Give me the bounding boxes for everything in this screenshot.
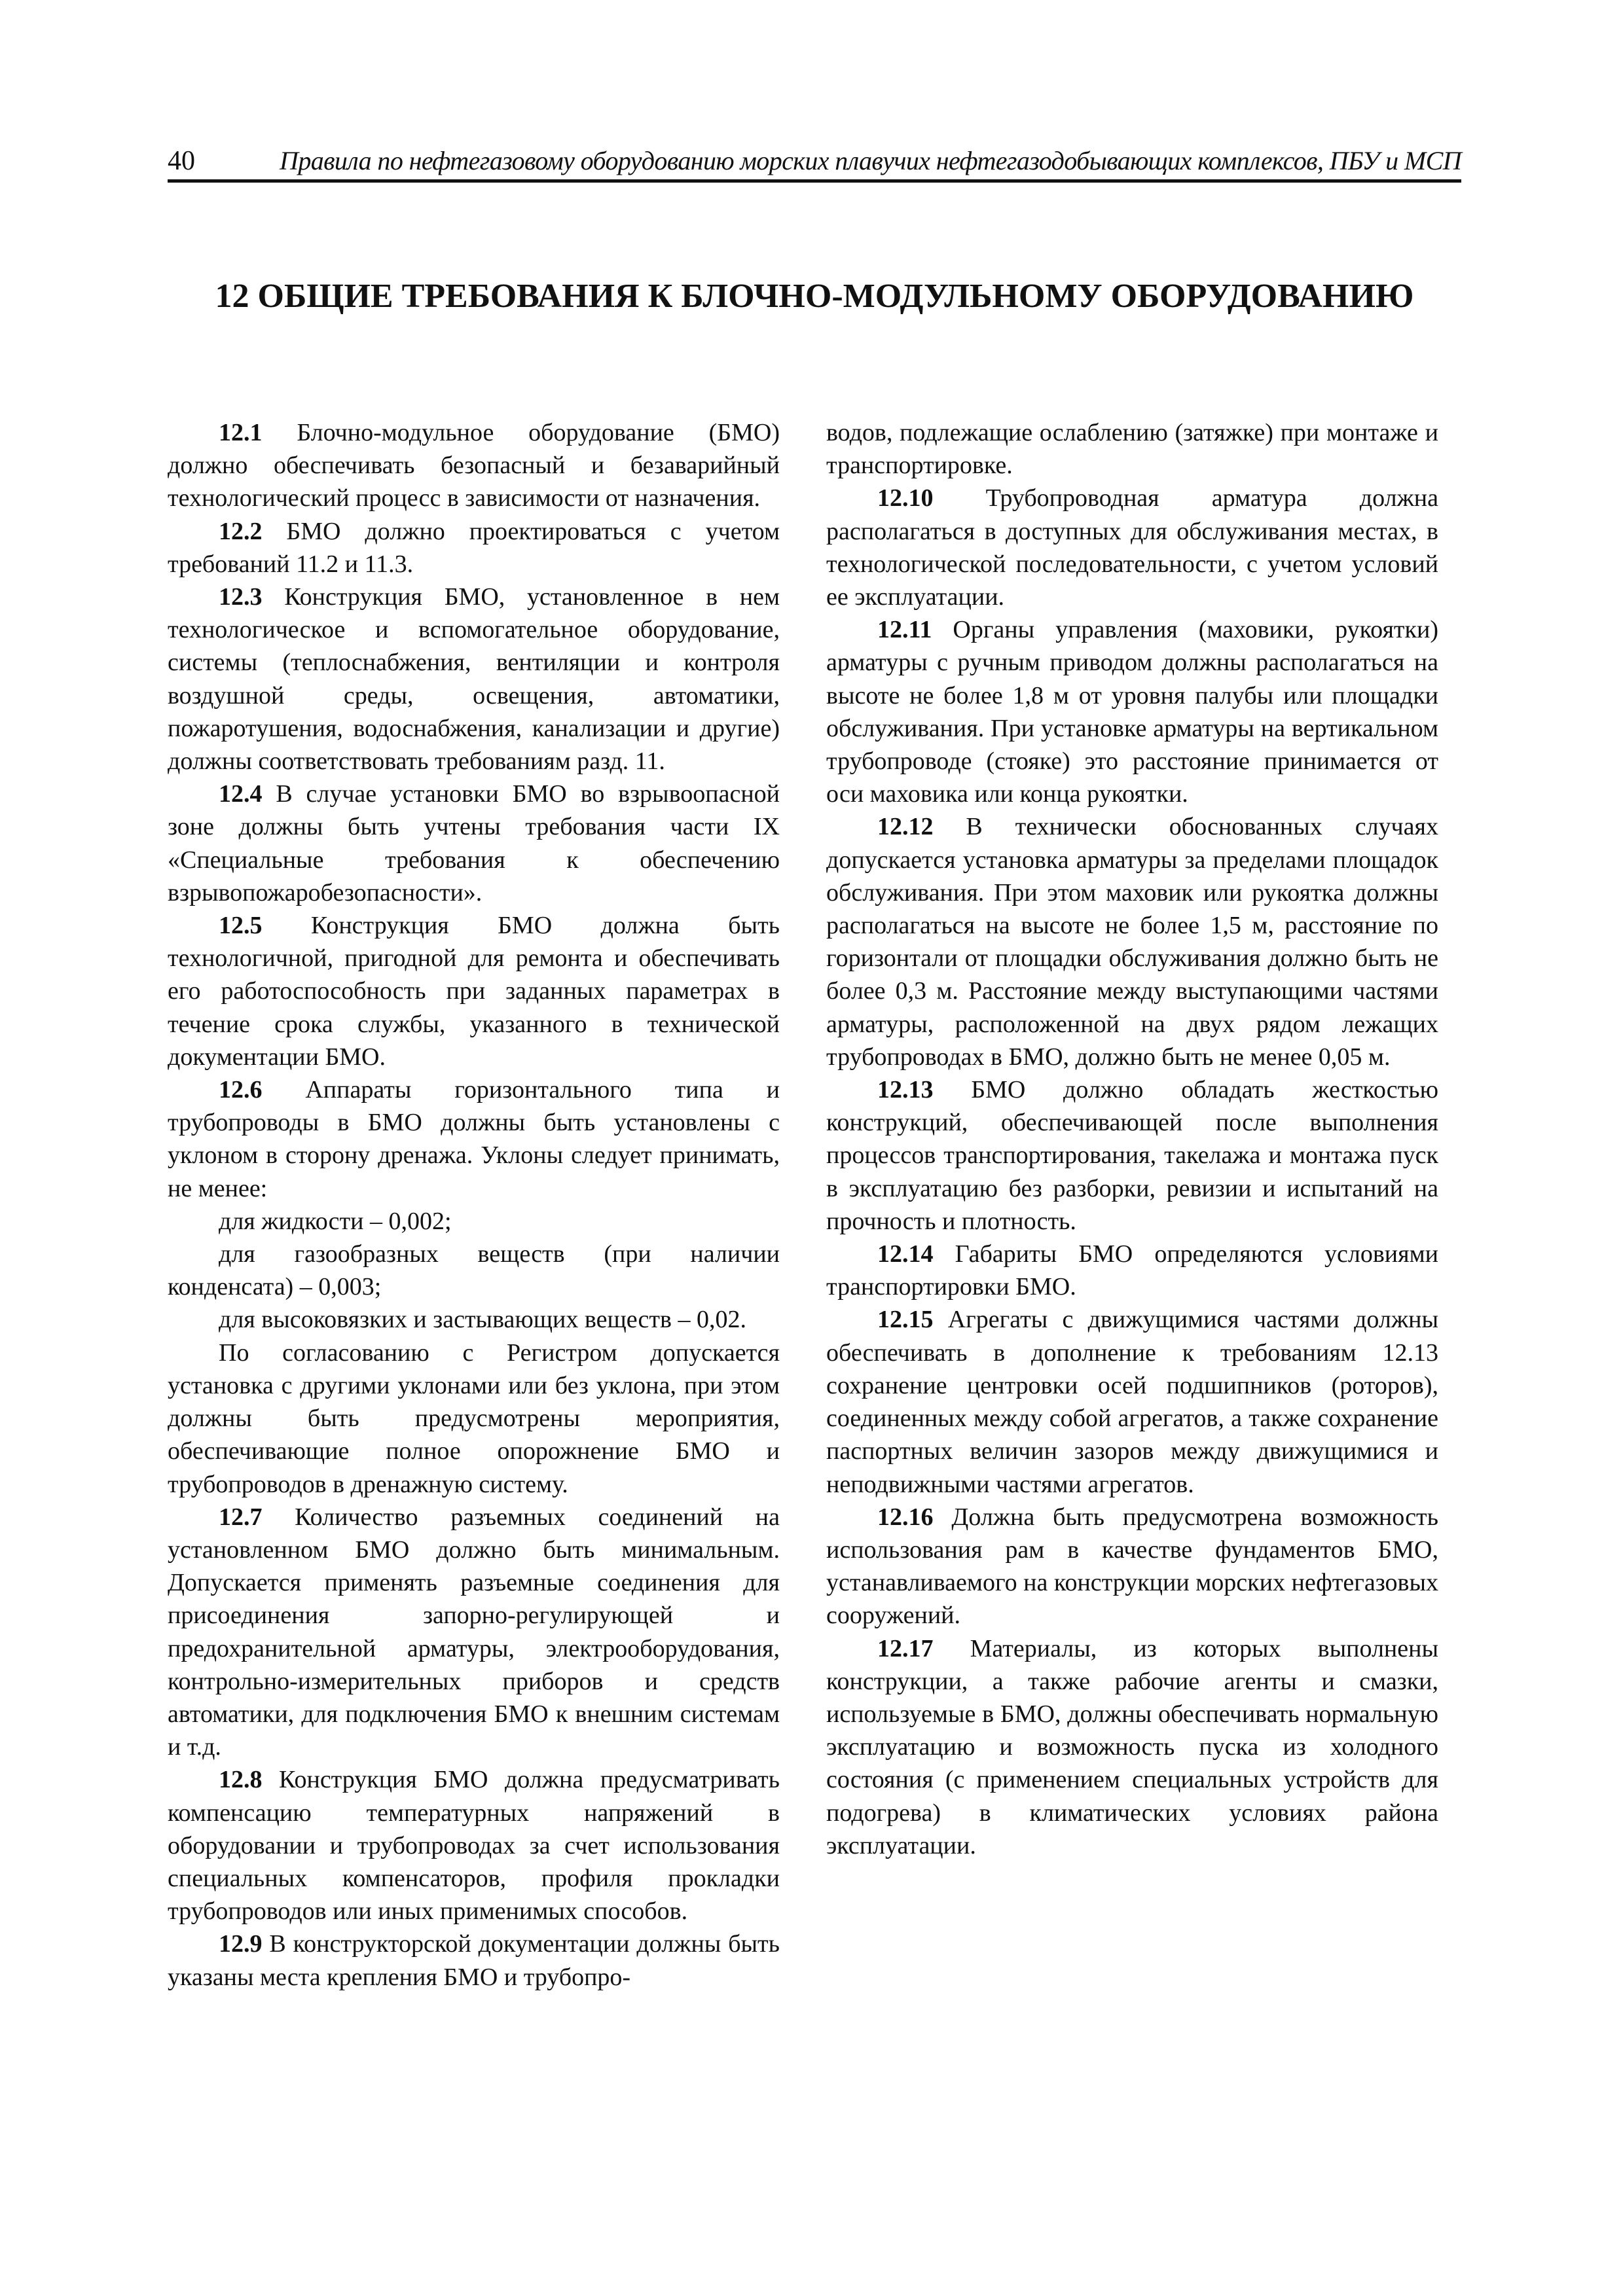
page-number: 40	[168, 146, 195, 176]
page-header	[168, 143, 1461, 183]
paragraph	[826, 1238, 1438, 1303]
paragraph-text: Конструкция БМО, установленное в нем технологическое и вспомогательное оборудование, системы (теплоснабжения, вентиляции и контроля воздушной среды, освещения, автоматики, пожаротушения, водоснабжения, канализации и другие) должны соответствовать требованиям разд. 11.	[168, 583, 780, 776]
paragraph-number: 12.14	[877, 1240, 934, 1268]
paragraph-number: 12.6	[219, 1076, 263, 1104]
running-title: Правила по нефтегазовому оборудованию морских плавучих нефтегазодобывающих комплексов, ПБУ и МСП	[280, 146, 1461, 175]
paragraph-text: для газообразных веществ (при наличии конденсата) – 0,003;	[168, 1240, 780, 1301]
left-text-column	[168, 416, 780, 1994]
paragraph-text: БМО должно обладать жесткостью конструкций, обеспечивающей после выполнения процессов транспортирования, такелажа и монтажа пуск в эксплуатацию без разборки, ревизии и испытаний на прочность и плотность.	[826, 1076, 1438, 1235]
paragraph	[826, 613, 1438, 810]
paragraph	[168, 1238, 780, 1303]
paragraph	[168, 1928, 780, 1993]
paragraph	[168, 1303, 780, 1336]
paragraph-text: Должна быть предусмотрена возможность использования рам в качестве фундаментов БМО, устанавливаемого на конструкции морских нефтегазовых сооружений.	[826, 1503, 1438, 1630]
paragraph	[826, 1303, 1438, 1500]
paragraph-text: В случае установки БМО во взрывоопасной зоне должны быть учтены требования части IX «Специальные требования к обеспечению взрывопожаробезопасности».	[168, 780, 780, 906]
paragraph-text: БМО должно проектироваться с учетом требований 11.2 и 11.3.	[168, 517, 780, 578]
paragraph-number: 12.7	[219, 1503, 263, 1531]
paragraph-number: 12.11	[877, 616, 932, 644]
paragraph	[168, 515, 780, 581]
paragraph-text: Конструкция БМО должна быть технологичной, пригодной для ремонта и обеспечивать его работоспособность при заданных параметрах в течение срока службы, указанного в технической документации БМО.	[168, 912, 780, 1071]
paragraph-text: Органы управления (маховики, рукоятки) арматуры с ручным приводом должны располагаться на высоте не более 1,8 м от уровня палубы или площадки обслуживания. При установке арматуры на вертикальном трубопроводе (стояке) это расстояние принимается от оси маховика или конца рукоятки.	[826, 616, 1438, 808]
paragraph-number: 12.13	[877, 1076, 934, 1104]
paragraph-number: 12.17	[877, 1634, 934, 1662]
paragraph-text: Аппараты горизонтального типа и трубопроводы в БМО должны быть установлены с уклоном в сторону дренажа. Уклоны следует принимать, не менее:	[168, 1076, 780, 1202]
paragraph-number: 12.10	[877, 484, 934, 512]
paragraph	[168, 416, 780, 515]
paragraph-number: 12.9	[219, 1930, 263, 1958]
paragraph	[826, 1632, 1438, 1862]
paragraph-text: водов, подлежащие ослаблению (затяжке) при монтаже и транспортировке.	[826, 419, 1438, 480]
paragraph-text: для высоковязких и застывающих веществ – 0,02.	[219, 1306, 746, 1334]
paragraph	[168, 581, 780, 778]
paragraph-number: 12.15	[877, 1306, 934, 1334]
paragraph	[168, 909, 780, 1073]
paragraph	[826, 1073, 1438, 1238]
paragraph-number: 12.16	[877, 1503, 934, 1531]
paragraph-number: 12.4	[219, 780, 263, 808]
paragraph-number: 12.5	[219, 912, 263, 940]
paragraph-text: для жидкости – 0,002;	[219, 1207, 452, 1235]
section-title: 12 ОБЩИЕ ТРЕБОВАНИЯ К БЛОЧНО-МОДУЛЬНОМУ ОБОРУДОВАНИЮ	[215, 277, 1414, 315]
paragraph-text: Количество разъемных соединений на установленном БМО должно быть минимальным. Допускается применять разъемные соединения для присоединения запорно-регулирующей и предохранительной арматуры, электрооборудования, контрольно-измерительных приборов и средств автоматики, для подключения БМО к внешним системам и т.д.	[168, 1503, 780, 1761]
paragraph	[168, 1205, 780, 1238]
paragraph-text: По согласованию с Регистром допускается установка с другими уклонами или без уклона, при этом должны быть предусмотрены мероприятия, обеспечивающие полное опорожнение БМО и трубопроводов в дренажную систему.	[168, 1338, 780, 1498]
paragraph	[826, 810, 1438, 1073]
paragraph-text: Конструкция БМО должна предусматривать компенсацию температурных напряжений в оборудовании и трубопроводах за счет использования специальных компенсаторов, профиля прокладки трубопроводов или иных применимых способов.	[168, 1766, 780, 1926]
right-text-column	[826, 416, 1438, 1862]
paragraph-text: Трубопроводная арматура должна располагаться в доступных для обслуживания местах, в технологической последовательности, с учетом условий ее эксплуатации.	[826, 484, 1438, 611]
paragraph	[826, 416, 1438, 482]
paragraph-text: Материалы, из которых выполнены конструкции, а также рабочие агенты и смазки, используемые в БМО, должны обеспечивать нормальную эксплуатацию и возможность пуска из холодного состояния (с применением специальных устройств для подогрева) в климатических условиях района эксплуатации.	[826, 1634, 1438, 1859]
paragraph-text: Блочно-модульное оборудование (БМО) должно обеспечивать безопасный и безаварийный технологический процесс в зависимости от назначения.	[168, 419, 780, 512]
paragraph	[168, 1073, 780, 1205]
paragraph-text: В конструкторской документации должны быть указаны места крепления БМО и трубопро-	[168, 1930, 780, 1991]
paragraph-text: Агрегаты с движущимися частями должны обеспечивать в дополнение к требованиям 12.13 сохранение центровки осей подшипников (роторов), соединенных между собой агрегатов, а также сохранение паспортных величин зазоров между движущимися и неподвижными частями агрегатов.	[826, 1306, 1438, 1498]
paragraph-number: 12.8	[219, 1766, 263, 1794]
paragraph	[168, 1501, 780, 1764]
paragraph	[826, 482, 1438, 613]
paragraph	[168, 1763, 780, 1928]
paragraph	[168, 1336, 780, 1501]
paragraph-number: 12.1	[219, 419, 263, 446]
paragraph-number: 12.2	[219, 517, 263, 545]
paragraph-text: В технически обоснованных случаях допускается установка арматуры за пределами площадок обслуживания. При этом маховик или рукоятка должны располагаться на высоте не более 1,5 м, расстояние по горизонтали от площадки обслуживания должно быть не более 0,3 м. Расстояние между выступающими частями арматуры, расположенной на двух рядом лежащих трубопроводах в БМО, должно быть не менее 0,05 м.	[826, 813, 1438, 1071]
paragraph	[826, 1501, 1438, 1632]
paragraph	[168, 778, 780, 909]
paragraph-text: Габариты БМО определяются условиями транспортировки БМО.	[826, 1240, 1438, 1301]
paragraph-number: 12.12	[877, 813, 934, 841]
paragraph-number: 12.3	[219, 583, 263, 611]
